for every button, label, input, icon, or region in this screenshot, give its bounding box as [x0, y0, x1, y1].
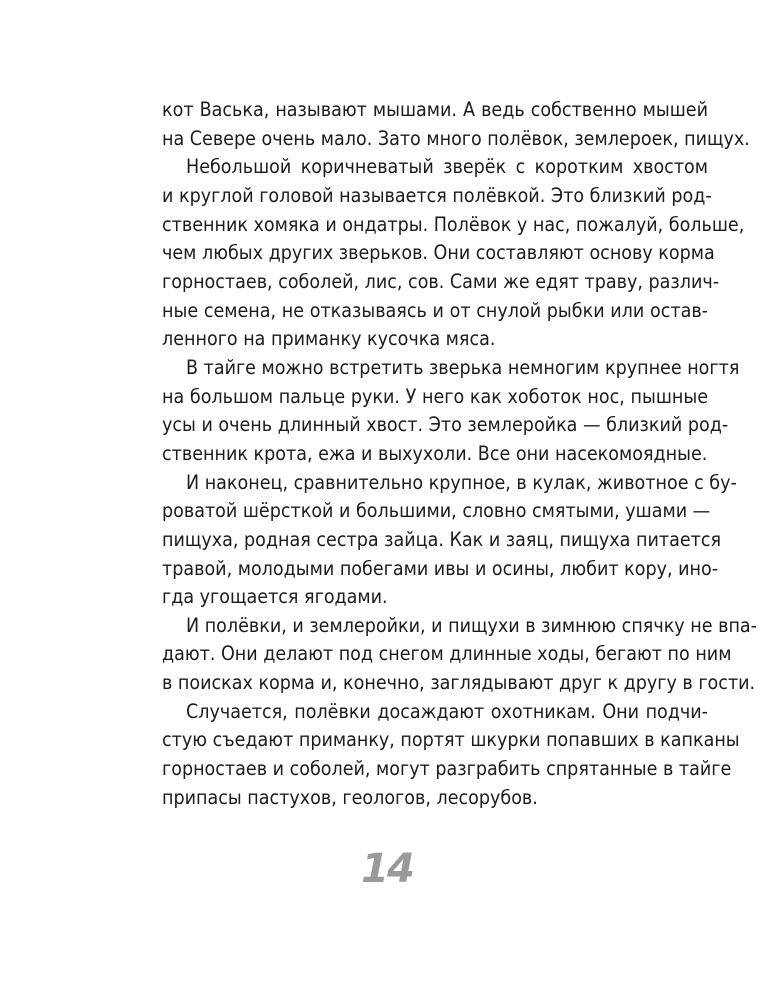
- text-line: Небольшой коричневатый зверёк с коротким хвостом: [186, 155, 708, 179]
- text-line: припасы пастухов, геологов, лесорубов.: [162, 785, 538, 809]
- text-line: ленного на приманку кусочка мяса.: [162, 327, 496, 351]
- text-line: И наконец, сравнительно крупное, в кулак, животное с бу-: [186, 470, 737, 494]
- text-line: И полёвки, и землеройки, и пищухи в зимнюю спячку не впа-: [186, 613, 757, 637]
- text-line: на Севере очень мало. Зато много полёвок, землероек, пищух.: [162, 126, 750, 150]
- text-line: ственник хомяка и ондатры. Полёвок у нас, пожалуй, больше,: [162, 212, 745, 236]
- text-line: В тайге можно встретить зверька немногим крупнее ногтя: [186, 355, 740, 379]
- text-line: кот Васька, называют мышами. А ведь собственно мышей: [162, 98, 708, 121]
- text-line: усы и очень длинный хвост. Это землеройка — близкий род-: [162, 413, 729, 437]
- text-line: стую съедают приманку, портят шкурки попавших в капканы: [162, 728, 740, 752]
- text-line: роватой шёрсткой и большими, словно смятыми, ушами —: [162, 499, 711, 523]
- text-line: гда угощается ягодами.: [162, 585, 388, 609]
- paragraph: [162, 698, 740, 813]
- text-line: ственник крота, ежа и выхухоли. Все они насекомоядные.: [162, 441, 708, 465]
- text-line: горностаев и соболей, могут разграбить спрятанные в тайге: [162, 757, 732, 781]
- paragraph: [162, 96, 750, 153]
- text-line: чем любых других зверьков. Они составляют основу корма: [162, 241, 715, 265]
- paragraph: [162, 469, 737, 612]
- page-number: 14: [361, 846, 413, 892]
- paragraph: [162, 153, 745, 354]
- text-line: и круглой головой называется полёвкой. Это близкий род-: [162, 183, 712, 207]
- text-line: на большом пальце руки. У него как хоботок нос, пышные: [162, 384, 708, 408]
- text-line: в поисках корма и, конечно, заглядывают друг к другу в гости.: [162, 671, 756, 695]
- text-line: ные семена, не отказываясь и от снулой рыбки или остав-: [162, 298, 708, 322]
- body-text: [162, 96, 757, 812]
- text-line: травой, молодыми побегами ивы и осины, любит кору, ино-: [162, 556, 719, 580]
- text-line: пищуха, родная сестра зайца. Как и заяц, пищуха питается: [162, 527, 722, 551]
- paragraph: [162, 612, 757, 698]
- text-line: горностаев, соболей, лис, сов. Сами же едят траву, различ-: [162, 269, 720, 293]
- paragraph: [162, 354, 740, 469]
- text-line: дают. Они делают под снегом длинные ходы, бегают по ним: [162, 642, 732, 666]
- text-line: Случается, полёвки досаждают охотникам. Они подчи-: [186, 699, 708, 723]
